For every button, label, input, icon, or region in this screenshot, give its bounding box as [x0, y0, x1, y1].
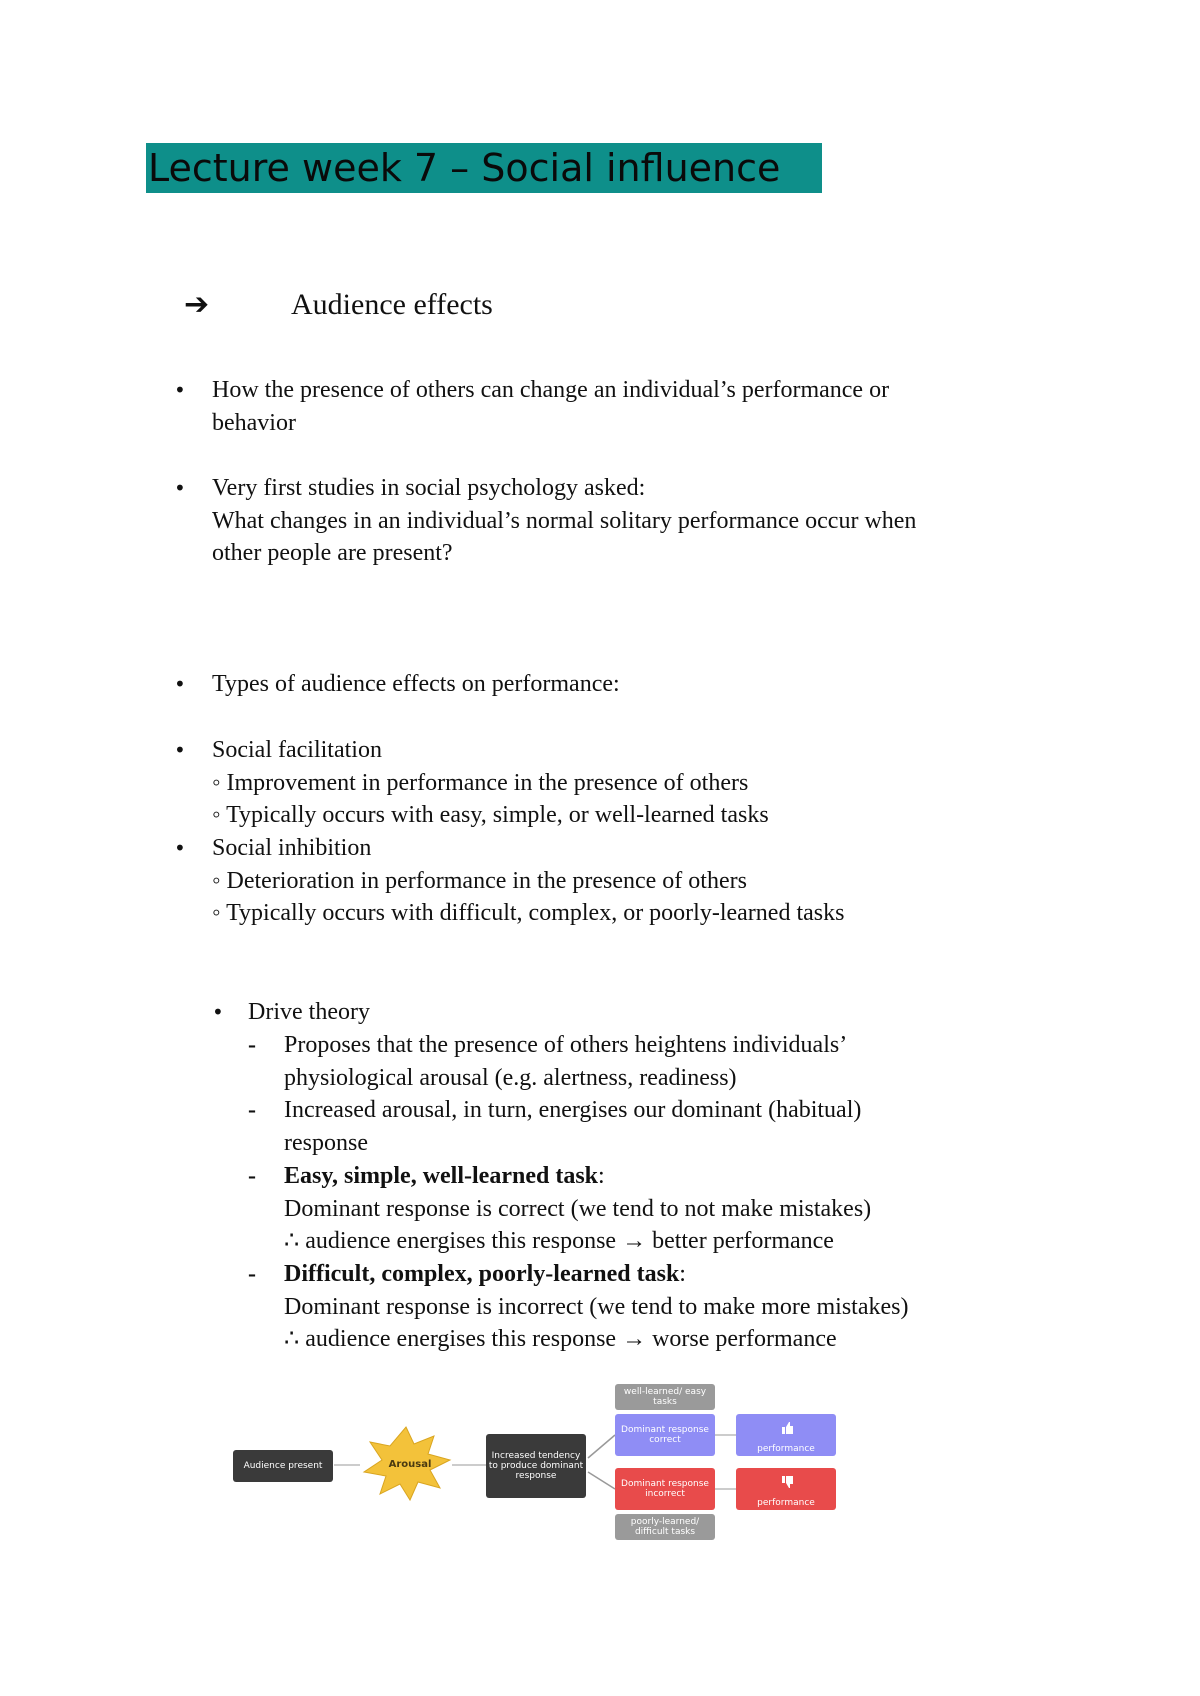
types-bullet	[174, 668, 620, 701]
drive-item-4	[248, 1258, 909, 1356]
thumbs-down-icon	[780, 1475, 794, 1489]
bullet-icon: •	[212, 1000, 224, 1024]
page-title: Lecture week 7 – Social influence	[146, 143, 822, 193]
sub-item: ◦ Improvement in performance in the presence of others	[212, 769, 749, 796]
well-learned-box: well-learned/ easy tasks	[615, 1384, 715, 1410]
dash-marker: -	[248, 1163, 256, 1189]
dash-marker: -	[248, 1261, 256, 1287]
dominant-incorrect-box: Dominant response incorrect	[615, 1468, 715, 1510]
text-line: response	[284, 1129, 368, 1156]
text-line: How the presence of others can change an individual’s performance or	[212, 377, 890, 403]
thumbs-up-icon	[780, 1421, 794, 1435]
performance-label: performance	[757, 1444, 815, 1454]
bullet-icon: •	[174, 738, 186, 762]
connector-line	[588, 1435, 615, 1458]
text-line: Very first studies in social psychology asked:	[212, 475, 646, 501]
intro-bullet-1	[174, 374, 890, 439]
text-line: other people are present?	[212, 540, 453, 567]
performance-label: performance	[757, 1498, 815, 1508]
sub-item: ◦ Typically occurs with easy, simple, or well-learned tasks	[212, 802, 769, 829]
performance-bad-box	[736, 1468, 836, 1510]
text-line: ∴ audience energises this response → worse performance	[284, 1326, 837, 1353]
arrow-icon: ➔	[184, 287, 210, 322]
bullet-icon: •	[174, 476, 186, 500]
social-facilitation-bullet	[174, 734, 769, 832]
bullet-icon: •	[174, 672, 186, 696]
drive-item-1	[248, 1029, 848, 1094]
poorly-learned-box: poorly-learned/ difficult tasks	[615, 1514, 715, 1540]
bullet-icon: •	[174, 836, 186, 860]
dash-marker: -	[248, 1097, 256, 1123]
text-line: Social facilitation	[212, 737, 382, 763]
sub-item: ◦ Deterioration in performance in the presence of others	[212, 867, 747, 894]
dominant-correct-box: Dominant response correct	[615, 1414, 715, 1456]
section-heading-text: Audience effects	[291, 288, 493, 321]
bullet-icon: •	[174, 378, 186, 402]
audience-present-box: Audience present	[233, 1450, 333, 1482]
text-line: physiological arousal (e.g. alertness, readiness)	[284, 1064, 737, 1091]
text-line: Types of audience effects on performance:	[212, 671, 620, 697]
text-line: Drive theory	[248, 999, 370, 1025]
intro-bullet-2	[174, 472, 917, 570]
text-line: Proposes that the presence of others heightens individuals’	[284, 1032, 848, 1058]
drive-item-3	[248, 1160, 872, 1258]
text-line: behavior	[212, 409, 296, 436]
text-line: Social inhibition	[212, 835, 372, 861]
tendency-box: Increased tendency to produce dominant response	[486, 1434, 586, 1498]
difficult-task-label: Difficult, complex, poorly-learned task	[284, 1261, 680, 1287]
text-line: Dominant response is correct (we tend to not make mistakes)	[284, 1195, 872, 1222]
dash-marker: -	[248, 1032, 256, 1058]
performance-good-box	[736, 1414, 836, 1456]
connector-line	[588, 1472, 615, 1489]
drive-item-2	[248, 1094, 862, 1159]
colon: :	[679, 1261, 686, 1287]
colon: :	[598, 1163, 605, 1189]
sub-item: ◦ Typically occurs with difficult, complex, or poorly-learned tasks	[212, 900, 845, 927]
drive-theory-diagram	[230, 1382, 840, 1542]
drive-theory-bullet	[212, 996, 370, 1029]
social-inhibition-bullet	[174, 832, 845, 930]
easy-task-label: Easy, simple, well-learned task	[284, 1163, 599, 1189]
text-line: What changes in an individual’s normal solitary performance occur when	[212, 507, 917, 534]
text-line: ∴ audience energises this response → better performance	[284, 1228, 834, 1255]
text-line: Increased arousal, in turn, energises our dominant (habitual)	[284, 1097, 862, 1123]
text-line: Dominant response is incorrect (we tend to make more mistakes)	[284, 1293, 909, 1320]
arousal-label: Arousal	[388, 1459, 432, 1470]
